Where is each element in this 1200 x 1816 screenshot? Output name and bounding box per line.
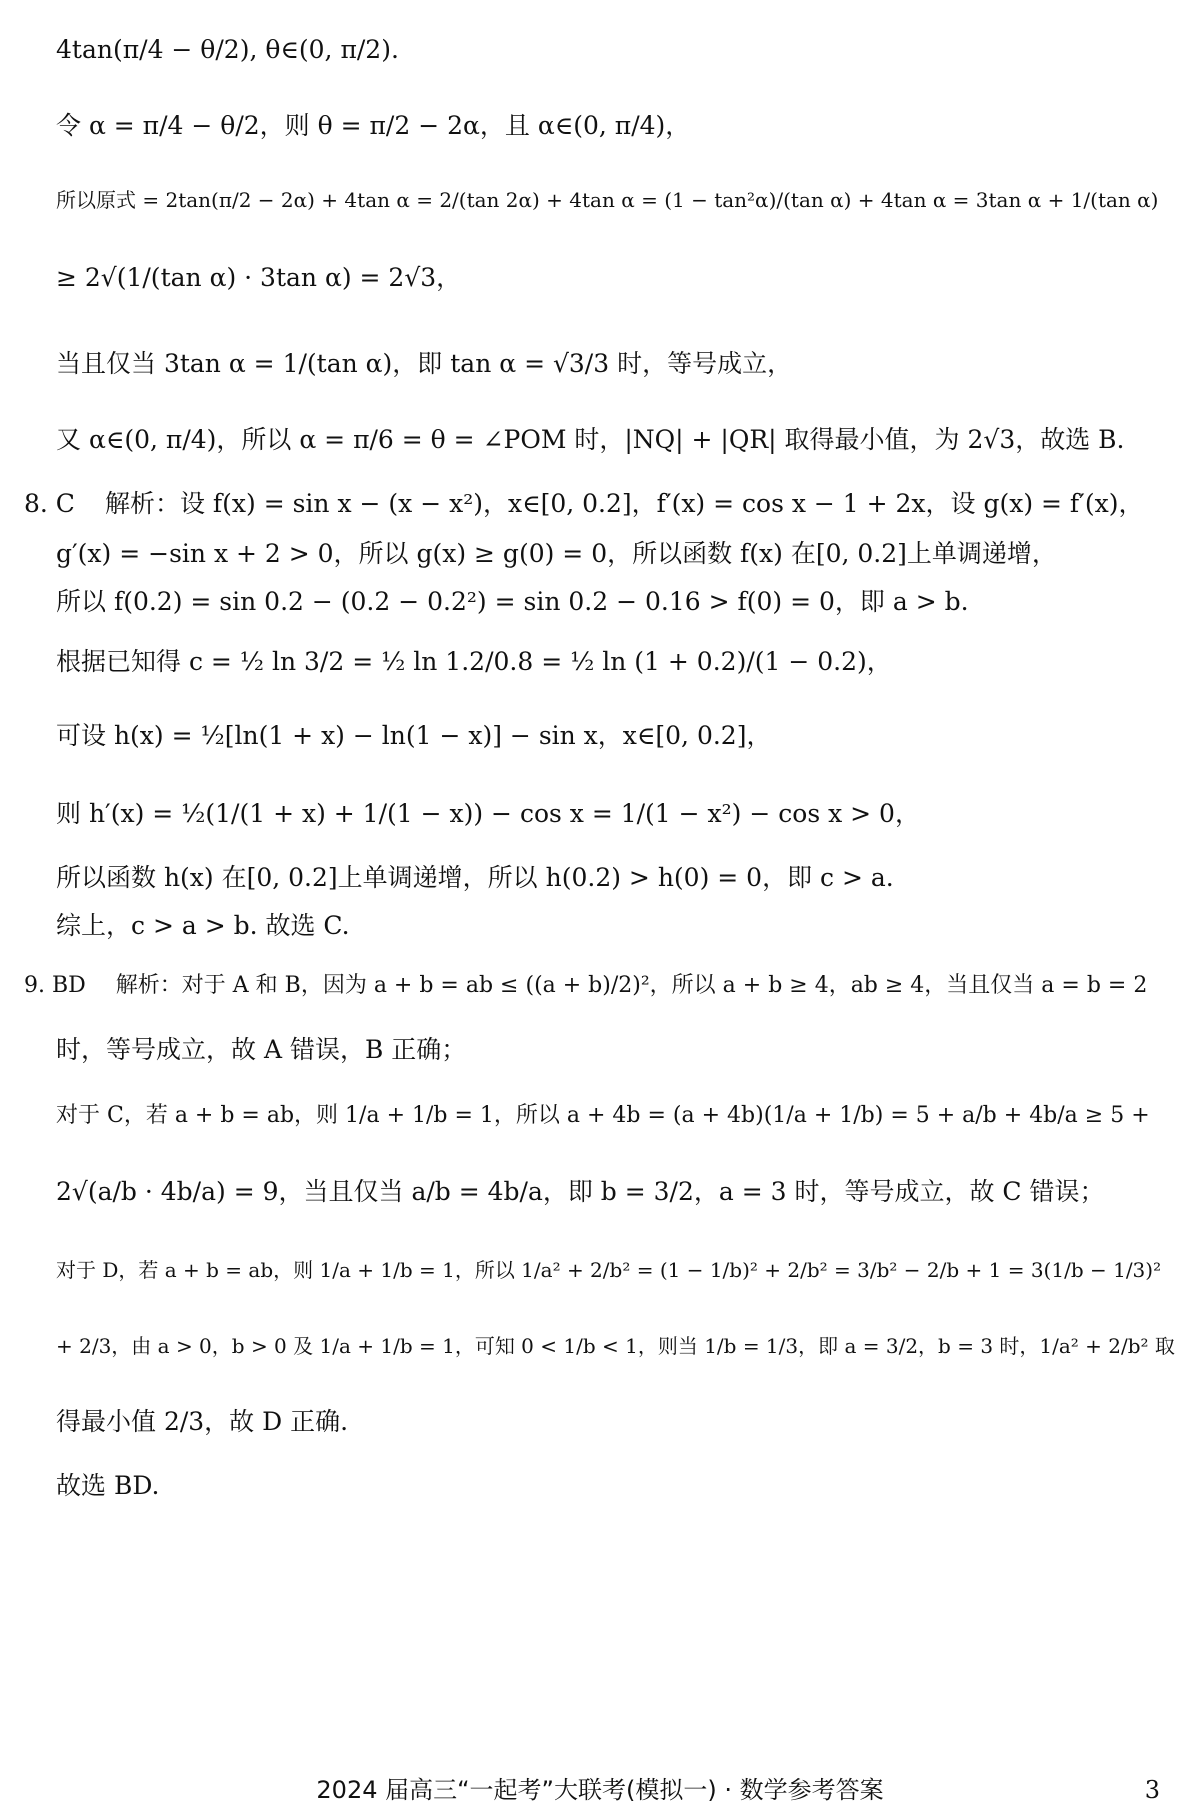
question-9-answer: 9. BD [24, 973, 86, 998]
line-text: g′(x) = −sin x + 2 > 0，所以 g(x) ≥ g(0) = 0，所以函数 f(x) 在[0, 0.2]上单调递增， [56, 539, 1057, 568]
question-8-line-3 [56, 582, 1180, 622]
line-text: + 2/3，由 a > 0，b > 0 及 1/a + 1/b = 1，可知 0 < 1/b < 1，则当 1/b = 1/3，即 a = 3/2，b = 3 时，1/a² + 2/b² 取 [56, 1334, 1175, 1358]
page-number: 3 [1144, 1776, 1160, 1804]
line-text: 综上，c > a > b. 故选 C. [56, 911, 350, 940]
line-text: 当且仅当 3tan α = 1/(tan α)，即 tan α = √3/3 时，等号成立， [56, 349, 793, 378]
question-8-line-8 [56, 906, 1180, 946]
line-text: 根据已知得 c = ½ ln 3/2 = ½ ln 1.2/0.8 = ½ ln (1 + 0.2)/(1 − 0.2)， [56, 647, 892, 676]
line-text: 所以原式 = 2tan(π/2 − 2α) + 4tan α = 2/(tan 2α) + 4tan α = (1 − tan²α)/(tan α) + 4tan α = 3tan α + 1/(tan α) [56, 188, 1159, 212]
line-text: 对于 D，若 a + b = ab，则 1/a + 1/b = 1，所以 1/a² + 2/b² = (1 − 1/b)² + 2/b² = 3/b² − 2/b + 1 = 3(1/b − 1/3)² [56, 1258, 1162, 1282]
line-text: 令 α = π/4 − θ/2，则 θ = π/2 − 2α，且 α∈(0, π/4)， [56, 111, 691, 140]
solution-line-5 [56, 344, 1180, 384]
question-8-answer: 8. C [24, 489, 75, 518]
question-9-line-8 [56, 1466, 1180, 1506]
line-text: 则 h′(x) = ½(1/(1 + x) + 1/(1 − x)) − cos x = 1/(1 − x²) − cos x > 0， [56, 799, 920, 828]
line-text: 可设 h(x) = ½[ln(1 + x) − ln(1 − x)] − sin x，x∈[0, 0.2]， [56, 721, 772, 750]
solution-line-4 [56, 258, 1180, 298]
question-8-line-6 [56, 794, 1180, 834]
question-8-line-2 [56, 534, 1180, 574]
line-text: 故选 BD. [56, 1471, 160, 1500]
solution-line-6 [56, 420, 1180, 460]
line-text: 时，等号成立，故 A 错误，B 正确； [56, 1035, 467, 1064]
question-9-line-7 [56, 1402, 1180, 1442]
question-9-line-4 [56, 1172, 1180, 1212]
question-9-line-5 [56, 1250, 1180, 1290]
solution-line-2 [56, 106, 1180, 146]
line-text: 得最小值 2/3，故 D 正确. [56, 1407, 349, 1436]
question-9-line-1 [24, 966, 1180, 1006]
line-text: 解析：对于 A 和 B，因为 a + b = ab ≤ ((a + b)/2)²，所以 a + b ≥ 4，ab ≥ 4，当且仅当 a = b = 2 [115, 973, 1148, 998]
question-9-line-2 [56, 1030, 1180, 1070]
line-text: 所以函数 h(x) 在[0, 0.2]上单调递增，所以 h(0.2) > h(0) = 0，即 c > a. [56, 863, 894, 892]
line-text: 4tan(π/4 − θ/2), θ∈(0, π/2). [56, 35, 399, 64]
line-text: 所以 f(0.2) = sin 0.2 − (0.2 − 0.2²) = sin 0.2 − 0.16 > f(0) = 0，即 a > b. [56, 587, 969, 616]
question-8-line-4 [56, 642, 1180, 682]
line-text: ≥ 2√(1/(tan α) · 3tan α) = 2√3， [56, 263, 462, 292]
line-text: 2√(a/b · 4b/a) = 9，当且仅当 a/b = 4b/a，即 b = 3/2，a = 3 时，等号成立，故 C 错误； [56, 1177, 1105, 1206]
page-footer-title: 2024 届高三“一起考”大联考(模拟一) · 数学参考答案 [316, 1776, 884, 1804]
line-text: 又 α∈(0, π/4)，所以 α = π/6 = θ = ∠POM 时，|NQ| + |QR| 取得最小值，为 2√3，故选 B. [56, 425, 1125, 454]
line-text: 对于 C，若 a + b = ab，则 1/a + 1/b = 1，所以 a + 4b = (a + 4b)(1/a + 1/b) = 5 + a/b + 4b/a ≥ 5 + [56, 1103, 1150, 1128]
solution-line-3 [56, 180, 1180, 220]
question-9-line-6 [56, 1326, 1180, 1366]
question-8-line-5 [56, 716, 1180, 756]
question-8-line-1 [24, 484, 1180, 524]
solution-line-1 [56, 30, 1180, 70]
question-9-line-3 [56, 1096, 1180, 1136]
line-text: 解析：设 f(x) = sin x − (x − x²)，x∈[0, 0.2]，f′(x) = cos x − 1 + 2x，设 g(x) = f′(x)， [104, 489, 1144, 518]
question-8-line-7 [56, 858, 1180, 898]
